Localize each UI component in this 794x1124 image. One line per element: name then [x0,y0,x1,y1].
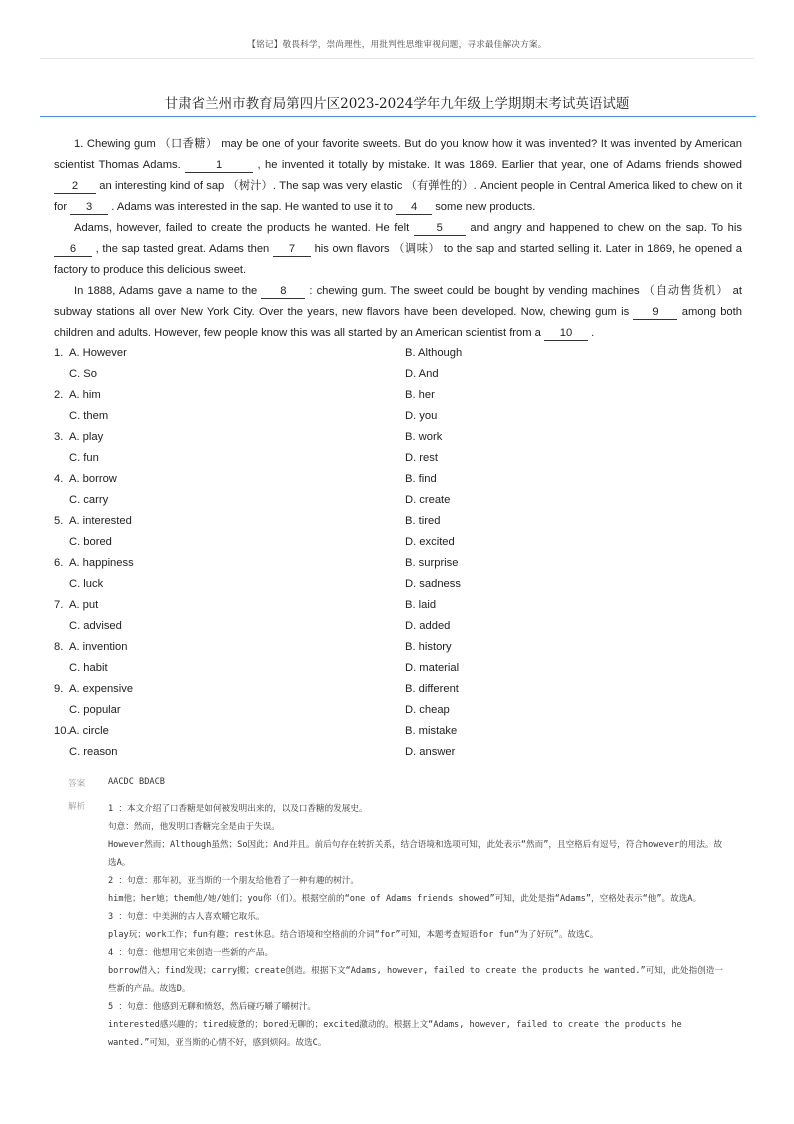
question-row [54,721,754,742]
question-row [54,469,754,490]
option-d[interactable]: D. create [405,494,451,506]
passage-text: Adams, however, failed to create the products he wanted. He felt [74,222,414,234]
question-row [54,427,754,448]
option-a[interactable]: A. put [69,599,99,611]
passage-text: and angry and happened to chew on the sap. To his [465,222,742,234]
blank-9: 9 [633,306,677,320]
option-c[interactable]: C. popular [69,704,121,716]
blank-7: 7 [273,243,311,257]
option-a[interactable]: A. interested [69,515,132,527]
passage-paragraph-1 [54,134,742,218]
passage-text: . Adams was interested in the sap. He wanted to use it to [108,201,397,213]
blank-6: 6 [54,243,92,257]
question-row [54,385,754,406]
option-b[interactable]: B. find [405,473,437,485]
question-number: 7. [54,599,64,611]
cloze-passage [54,134,742,344]
option-b[interactable]: B. tired [405,515,441,527]
passage-text: among both children and adults. However, few people know this was all started by an American scientist from a [54,306,742,339]
passage-paragraph-2 [54,218,742,281]
question-row [54,490,754,511]
question-number: 5. [54,515,64,527]
blank-3: 3 [70,201,108,215]
explanation-line: borrow借入；find发现；carry搬；create创造。根据下文“Adams, however, failed to create the products he wanted.”可知，此处指创造一些新的产品。故选D。 [108,966,723,994]
question-row [54,742,754,763]
answer-label: 答案 [68,779,86,789]
question-number: 10. [54,725,70,737]
option-d[interactable]: D. answer [405,746,456,758]
option-c[interactable]: C. them [69,410,109,422]
question-row [54,511,754,532]
question-row [54,448,754,469]
question-row [54,343,754,364]
header-divider [40,58,754,59]
passage-text: an interesting kind of sap （树汁）. The sap was very elastic （有弹性的）. Ancient people in Central America liked to chew on it for [54,180,742,213]
answer-value: AACDC BDACB [108,777,165,787]
option-d[interactable]: D. material [405,662,460,674]
explanation-line: However然而；Although虽然；So因此；And并且。前后句存在转折关系，结合语境和选项可知，此处表示“然而”，且空格后有逗号，符合however的用法。故选A。 [108,840,723,868]
question-row [54,574,754,595]
blank-8: 8 [261,285,305,299]
explanation-line: play玩；work工作；fun有趣；rest休息。结合语境和空格前的介词“for”可知，本题考查短语for fun“为了好玩”。故选C。 [108,930,599,940]
question-number: 9. [54,683,64,695]
passage-text: : chewing gum. The sweet could be bought by vending machines （自动售货机） at subway stations all over New York City. Over the years, new flavors have been developed. Now, chewing gum is [54,285,742,318]
passage-text: , the sap tasted great. Adams then [92,243,273,255]
option-b[interactable]: B. her [405,389,435,401]
passage-text: his own flavors （调味） to the sap and started selling it. Later in 1869, he opened a factory to produce this delicious sweet. [54,243,743,276]
blank-10: 10 [544,327,588,341]
option-c[interactable]: C. habit [69,662,108,674]
page-title: 甘肃省兰州市教育局第四片区2023-2024学年九年级上学期期末考试英语试题 [164,96,630,112]
question-row [54,700,754,721]
question-number: 1. [54,347,64,359]
blank-1: 1 [185,159,253,173]
option-d[interactable]: D. you [405,410,438,422]
option-b[interactable]: B. history [405,641,452,653]
option-a[interactable]: A. circle [69,725,109,737]
option-c[interactable]: C. luck [69,578,104,590]
passage-text: 1. Chewing gum （口香糖） may be one of your favorite sweets. But do you know how it was invented? It was invented by American scientist Thomas Adams. [54,138,742,171]
option-d[interactable]: D. And [405,368,439,380]
question-row [54,532,754,553]
blank-2: 2 [54,180,96,194]
title-divider [40,116,756,117]
option-d[interactable]: D. rest [405,452,438,464]
option-c[interactable]: C. bored [69,536,112,548]
option-a[interactable]: A. invention [69,641,128,653]
option-b[interactable]: B. laid [405,599,437,611]
answer-options-list [54,343,754,763]
passage-text: In 1888, Adams gave a name to the [74,285,262,297]
question-row [54,406,754,427]
option-a[interactable]: A. expensive [69,683,134,695]
passage-text: . [588,327,595,339]
option-a[interactable]: A. him [69,389,101,401]
option-b[interactable]: B. work [405,431,443,443]
option-a[interactable]: A. However [69,347,127,359]
explanation-line: 句意：然而，他发明口香糖完全是由于失误。 [108,822,280,832]
option-d[interactable]: D. excited [405,536,455,548]
question-row [54,595,754,616]
question-row [54,658,754,679]
explanation-line: him他；her她；them他/她/她们；you你（们）。根据空前的“one of Adams friends showed”可知，此处是指“Adams”，空格处表示“他”。故选A。 [108,894,702,904]
question-row [54,679,754,700]
passage-paragraph-3 [54,281,742,344]
blank-5: 5 [414,222,466,236]
explanation-body [108,800,723,1052]
option-b[interactable]: B. different [405,683,459,695]
question-number: 4. [54,473,64,485]
explanation-line: 3 ：句意：中美洲的古人喜欢嚼它取乐。 [108,912,265,922]
blank-4: 4 [396,201,432,215]
option-b[interactable]: B. mistake [405,725,458,737]
header-motto: 【铭记】敬畏科学，崇尚理性，用批判性思维审视问题，寻求最佳解决方案。 [247,40,547,50]
question-row [54,637,754,658]
explanation-line: 5 ：句意：他感到无聊和愤怒，然后碰巧嚼了嚼树汁。 [108,1002,317,1012]
explanation-line: 2 ：句意：那年初，亚当斯的一个朋友给他看了一种有趣的树汁。 [108,876,359,886]
passage-text: , he invented it totally by mistake. It was 1869. Earlier that year, one of Adams friends showed [253,159,742,171]
option-d[interactable]: D. cheap [405,704,450,716]
option-c[interactable]: C. carry [69,494,109,506]
option-c[interactable]: C. reason [69,746,118,758]
question-number: 2. [54,389,64,401]
option-d[interactable]: D. sadness [405,578,461,590]
option-a[interactable]: A. happiness [69,557,134,569]
question-number: 3. [54,431,64,443]
question-row [54,553,754,574]
explanation-label: 解析 [68,802,86,812]
explanation-line: 4 ：句意：他想用它来创造一些新的产品。 [108,948,274,958]
option-b[interactable]: B. surprise [405,557,459,569]
option-d[interactable]: D. added [405,620,451,632]
question-number: 8. [54,641,64,653]
option-b[interactable]: B. Although [405,347,463,359]
passage-text: some new products. [432,201,536,213]
question-row [54,616,754,637]
option-a[interactable]: A. play [69,431,104,443]
option-c[interactable]: C. advised [69,620,122,632]
explanation-line: 1 ：本文介绍了口香糖是如何被发明出来的，以及口香糖的发展史。 [108,804,368,814]
explanation-line: interested感兴趣的；tired疲惫的；bored无聊的；excited激动的。根据上文“Adams, however, failed to create the products he wanted.”可知，亚当斯的心情不好，感到烦闷。故选C。 [108,1020,682,1048]
option-c[interactable]: C. fun [69,452,99,464]
question-number: 6. [54,557,64,569]
option-c[interactable]: C. So [69,368,97,380]
option-a[interactable]: A. borrow [69,473,117,485]
question-row [54,364,754,385]
